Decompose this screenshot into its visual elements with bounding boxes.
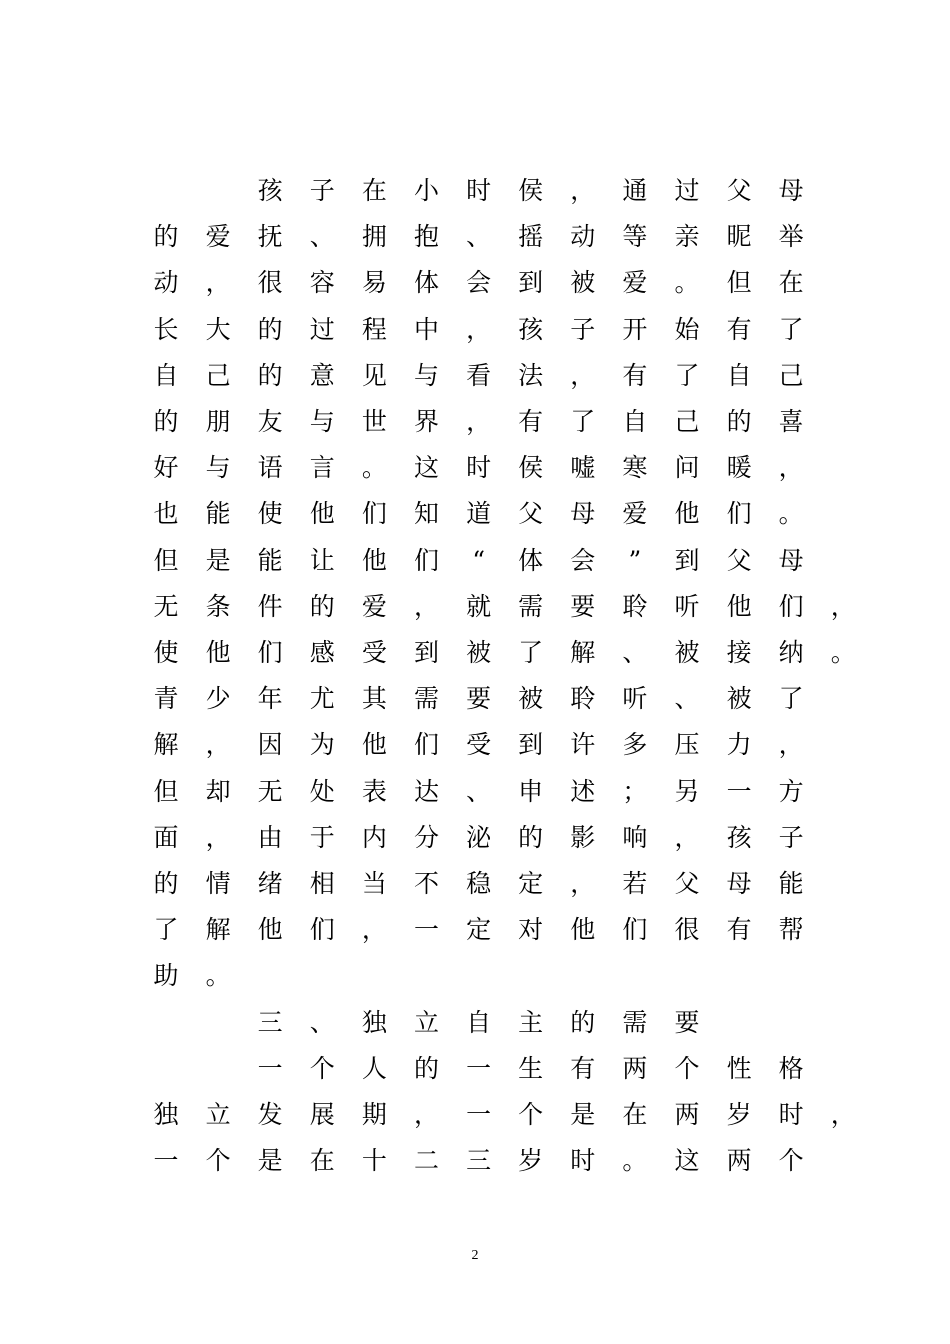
text-character: 亲 — [674, 222, 700, 252]
text-line — [0, 638, 950, 684]
text-line — [0, 1054, 950, 1100]
text-character: 述 — [570, 776, 596, 806]
text-character: 、 — [466, 222, 492, 252]
text-character: 达 — [413, 776, 439, 806]
text-character: 岁 — [726, 1100, 752, 1129]
text-character: ， — [570, 869, 596, 898]
text-character: 子 — [309, 176, 335, 205]
text-character: 。 — [205, 961, 231, 991]
text-character: 通 — [622, 176, 648, 205]
text-character: 一 — [466, 1100, 492, 1129]
text-character: 到 — [413, 638, 439, 667]
text-character: 影 — [570, 822, 596, 852]
text-character: 受 — [361, 638, 387, 667]
text-character: 要 — [466, 684, 492, 714]
text-character: 这 — [413, 453, 439, 483]
text-character: 人 — [361, 1053, 387, 1083]
text-character: 他 — [726, 591, 752, 621]
text-character: 会 — [570, 545, 596, 575]
text-line — [0, 268, 950, 314]
text-character: 昵 — [726, 222, 752, 252]
text-character: 个 — [205, 1146, 231, 1176]
text-line — [0, 684, 950, 730]
text-character: 友 — [257, 407, 283, 436]
text-character: 聆 — [622, 591, 648, 621]
text-character: 摇 — [518, 222, 544, 252]
text-character: ； — [622, 776, 648, 806]
text-character: 体 — [518, 545, 544, 575]
text-character: 自 — [153, 360, 179, 390]
text-character: 两 — [622, 1053, 648, 1083]
text-character: 两 — [726, 1146, 752, 1176]
text-character: 子 — [778, 822, 804, 852]
text-character: 另 — [674, 776, 700, 806]
text-character: 的 — [413, 1053, 439, 1083]
text-character: 的 — [153, 869, 179, 898]
text-character: 处 — [309, 776, 335, 806]
text-line — [0, 176, 950, 222]
text-character: 的 — [570, 1007, 596, 1037]
text-character: 有 — [726, 314, 752, 344]
text-character: 母 — [726, 869, 752, 898]
text-character: 有 — [518, 407, 544, 436]
text-character: 很 — [674, 915, 700, 945]
text-character: 们 — [726, 499, 752, 529]
text-character: 们 — [622, 915, 648, 945]
text-character: 被 — [726, 684, 752, 714]
text-character: 对 — [518, 915, 544, 945]
text-character: 父 — [726, 545, 752, 575]
text-character: 当 — [361, 869, 387, 898]
text-line — [0, 453, 950, 499]
text-character: 了 — [153, 915, 179, 945]
text-character: 无 — [153, 591, 179, 621]
text-character: 许 — [570, 730, 596, 760]
text-character: 被 — [518, 684, 544, 714]
text-character: 们 — [257, 638, 283, 667]
text-character: 内 — [361, 822, 387, 852]
text-character: ， — [205, 730, 231, 760]
text-character: 也 — [153, 499, 179, 529]
text-character: ， — [570, 176, 596, 205]
text-character: 有 — [622, 360, 648, 390]
text-character: ” — [628, 545, 642, 575]
text-character: 要 — [570, 591, 596, 621]
text-character: 孩 — [518, 314, 544, 344]
text-character: 因 — [257, 730, 283, 760]
text-character: 少 — [205, 684, 231, 714]
text-character: 就 — [466, 591, 492, 621]
text-character: 动 — [153, 268, 179, 298]
text-character: 于 — [309, 822, 335, 852]
text-character: 岁 — [518, 1146, 544, 1176]
text-character: 侯 — [518, 176, 544, 205]
text-line — [0, 315, 950, 361]
text-character: 好 — [153, 453, 179, 483]
text-character: 时 — [466, 176, 492, 205]
text-character: 使 — [153, 638, 179, 667]
text-character: 但 — [726, 268, 752, 298]
text-character: 解 — [153, 730, 179, 760]
text-character: 他 — [257, 915, 283, 945]
text-character: 到 — [674, 545, 700, 575]
text-character: 接 — [726, 638, 752, 667]
text-character: 自 — [466, 1007, 492, 1037]
text-character: 力 — [726, 730, 752, 760]
text-character: 在 — [361, 176, 387, 205]
text-line — [0, 361, 950, 407]
text-character: ， — [570, 360, 596, 390]
text-character: 帮 — [778, 915, 804, 945]
text-character: 爱 — [622, 268, 648, 298]
text-character: 绪 — [257, 869, 283, 898]
text-character: 程 — [361, 314, 387, 344]
text-character: 法 — [518, 360, 544, 390]
text-character: 朋 — [205, 407, 231, 436]
text-character: 长 — [153, 314, 179, 344]
text-character: 。 — [778, 499, 804, 529]
text-character: 与 — [205, 453, 231, 483]
text-character: 无 — [257, 776, 283, 806]
text-character: 被 — [466, 638, 492, 667]
text-character: 己 — [778, 360, 804, 390]
text-character: ， — [361, 915, 387, 945]
text-character: 自 — [726, 360, 752, 390]
text-character: 知 — [413, 499, 439, 529]
text-character: 界 — [413, 407, 439, 436]
text-character: 定 — [466, 915, 492, 945]
text-character: 压 — [674, 730, 700, 760]
text-character: 感 — [309, 638, 335, 667]
text-character: 过 — [674, 176, 700, 205]
text-character: 意 — [309, 360, 335, 390]
text-character: 孩 — [726, 822, 752, 852]
text-character: 很 — [257, 268, 283, 298]
text-character: ， — [830, 591, 856, 621]
text-line — [0, 961, 950, 1007]
text-character: 在 — [622, 1100, 648, 1129]
text-character: 的 — [257, 314, 283, 344]
text-character: 小 — [413, 176, 439, 205]
text-character: 解 — [205, 915, 231, 945]
text-character: 母 — [778, 176, 804, 205]
text-character: 母 — [570, 499, 596, 529]
text-character: 拥 — [361, 222, 387, 252]
text-line — [0, 730, 950, 776]
text-character: 二 — [413, 1146, 439, 1176]
text-character: ， — [413, 591, 439, 621]
text-line — [0, 222, 950, 268]
text-line — [0, 1008, 950, 1054]
text-character: 申 — [518, 776, 544, 806]
text-character: 在 — [309, 1146, 335, 1176]
text-character: 爱 — [622, 499, 648, 529]
text-character: 格 — [778, 1053, 804, 1083]
text-character: 听 — [674, 591, 700, 621]
text-character: 。 — [622, 1146, 648, 1176]
text-character: 他 — [361, 545, 387, 575]
text-character: 一 — [257, 1053, 283, 1083]
text-line — [0, 823, 950, 869]
text-character: 一 — [413, 915, 439, 945]
text-character: 他 — [570, 915, 596, 945]
text-character: 十 — [361, 1146, 387, 1176]
text-character: 三 — [466, 1146, 492, 1176]
text-character: 爱 — [205, 222, 231, 252]
text-character: 独 — [361, 1007, 387, 1037]
text-character: 到 — [518, 268, 544, 298]
text-character: 聆 — [570, 684, 596, 714]
text-character: 表 — [361, 776, 387, 806]
text-character: 条 — [205, 591, 231, 621]
text-character: 道 — [466, 499, 492, 529]
text-character: 与 — [309, 407, 335, 436]
text-character: 件 — [257, 591, 283, 621]
text-character: 是 — [205, 545, 231, 575]
text-character: 世 — [361, 407, 387, 436]
text-character: 寒 — [622, 453, 648, 483]
text-character: 让 — [309, 545, 335, 575]
text-character: 要 — [674, 1007, 700, 1037]
text-character: 在 — [778, 268, 804, 298]
text-character: 的 — [153, 222, 179, 252]
text-character: 母 — [778, 545, 804, 575]
text-character: 时 — [466, 453, 492, 483]
text-character: 响 — [622, 822, 648, 852]
text-character: 言 — [309, 453, 335, 483]
text-character: 一 — [726, 776, 752, 806]
text-character: 侯 — [518, 453, 544, 483]
text-character: 他 — [674, 499, 700, 529]
text-character: ， — [413, 1100, 439, 1129]
text-character: 生 — [518, 1053, 544, 1083]
text-character: 独 — [153, 1100, 179, 1129]
text-character: 中 — [413, 314, 439, 344]
text-character: 助 — [153, 961, 179, 991]
text-character: “ — [472, 545, 485, 575]
text-character: 但 — [153, 545, 179, 575]
text-character: 们 — [361, 499, 387, 529]
text-line — [0, 1100, 950, 1146]
text-character: 了 — [778, 314, 804, 344]
text-character: 立 — [205, 1100, 231, 1129]
text-line — [0, 915, 950, 961]
text-character: 被 — [570, 268, 596, 298]
text-line — [0, 499, 950, 545]
text-character: 展 — [309, 1100, 335, 1129]
text-character: 解 — [570, 638, 596, 667]
text-character: 泌 — [466, 822, 492, 852]
text-character: 大 — [205, 314, 231, 344]
text-character: 他 — [361, 730, 387, 760]
text-character: 容 — [309, 268, 335, 298]
text-character: 分 — [413, 822, 439, 852]
text-character: ， — [466, 407, 492, 436]
text-character: 过 — [309, 314, 335, 344]
text-character: 受 — [466, 730, 492, 760]
text-character: 立 — [413, 1007, 439, 1037]
text-character: 了 — [674, 360, 700, 390]
text-character: 、 — [309, 1007, 335, 1037]
text-character: ， — [830, 1100, 856, 1129]
text-character: 与 — [413, 360, 439, 390]
text-character: 。 — [830, 638, 856, 667]
text-character: 暖 — [726, 453, 752, 483]
text-character: 能 — [778, 869, 804, 898]
text-character: 定 — [518, 869, 544, 898]
text-character: 喜 — [778, 407, 804, 436]
text-character: 举 — [778, 222, 804, 252]
text-character: 个 — [674, 1053, 700, 1083]
text-character: ， — [466, 314, 492, 344]
text-character: 被 — [674, 638, 700, 667]
text-character: 爱 — [361, 591, 387, 621]
text-character: 时 — [570, 1146, 596, 1176]
text-character: 有 — [726, 915, 752, 945]
text-character: 。 — [674, 268, 700, 298]
text-character: ， — [778, 453, 804, 483]
text-character: 、 — [309, 222, 335, 252]
text-character: 等 — [622, 222, 648, 252]
text-character: 相 — [309, 869, 335, 898]
text-character: 父 — [518, 499, 544, 529]
text-character: 能 — [205, 499, 231, 529]
text-character: 性 — [726, 1053, 752, 1083]
text-character: ， — [674, 822, 700, 852]
text-character: 们 — [309, 915, 335, 945]
text-line — [0, 869, 950, 915]
text-character: 、 — [622, 638, 648, 667]
text-character: 子 — [570, 314, 596, 344]
text-character: 们 — [413, 730, 439, 760]
text-character: 这 — [674, 1146, 700, 1176]
text-character: 情 — [205, 869, 231, 898]
text-character: 自 — [622, 407, 648, 436]
text-character: 易 — [361, 268, 387, 298]
text-character: 开 — [622, 314, 648, 344]
text-character: 己 — [674, 407, 700, 436]
text-character: 是 — [570, 1100, 596, 1129]
text-character: 年 — [257, 684, 283, 714]
text-character: 见 — [361, 360, 387, 390]
text-character: 动 — [570, 222, 596, 252]
text-character: 个 — [778, 1146, 804, 1176]
text-character: 使 — [257, 499, 283, 529]
text-character: 了 — [570, 407, 596, 436]
text-character: 需 — [518, 591, 544, 621]
text-character: 始 — [674, 314, 700, 344]
text-character: 己 — [205, 360, 231, 390]
text-character: 为 — [309, 730, 335, 760]
text-line — [0, 407, 950, 453]
text-character: 是 — [257, 1146, 283, 1176]
text-character: 父 — [674, 869, 700, 898]
text-character: 青 — [153, 684, 179, 714]
text-character: 的 — [518, 822, 544, 852]
text-character: 发 — [257, 1100, 283, 1129]
text-character: 听 — [622, 684, 648, 714]
text-character: 其 — [361, 684, 387, 714]
text-character: ， — [205, 822, 231, 852]
text-character: 了 — [518, 638, 544, 667]
text-character: 、 — [674, 684, 700, 714]
text-character: 纳 — [778, 638, 804, 667]
text-character: 尤 — [309, 684, 335, 714]
text-character: 他 — [205, 638, 231, 667]
text-character: 的 — [309, 591, 335, 621]
text-character: 能 — [257, 545, 283, 575]
text-line — [0, 546, 950, 592]
text-character: 稳 — [466, 869, 492, 898]
text-character: 个 — [309, 1053, 335, 1083]
text-line — [0, 777, 950, 823]
text-character: 看 — [466, 360, 492, 390]
text-character: 的 — [257, 360, 283, 390]
text-character: ， — [778, 730, 804, 760]
text-character: 有 — [570, 1053, 596, 1083]
text-character: 方 — [778, 776, 804, 806]
text-character: 会 — [466, 268, 492, 298]
text-character: 父 — [726, 176, 752, 205]
text-character: 体 — [413, 268, 439, 298]
text-character: 了 — [778, 684, 804, 714]
text-character: 他 — [309, 499, 335, 529]
text-character: 。 — [361, 453, 387, 483]
text-character: 嘘 — [570, 453, 596, 483]
text-character: 孩 — [257, 176, 283, 205]
text-line — [0, 592, 950, 638]
text-character: 多 — [622, 730, 648, 760]
text-character: 却 — [205, 776, 231, 806]
text-character: 由 — [257, 822, 283, 852]
text-character: 一 — [466, 1053, 492, 1083]
text-character: 的 — [726, 407, 752, 436]
text-character: 面 — [153, 822, 179, 852]
text-character: 需 — [413, 684, 439, 714]
text-character: 问 — [674, 453, 700, 483]
text-character: 语 — [257, 453, 283, 483]
text-character: 们 — [413, 545, 439, 575]
text-character: 需 — [622, 1007, 648, 1037]
page-number: 2 — [471, 1248, 479, 1263]
text-character: 到 — [518, 730, 544, 760]
text-character: ， — [205, 268, 231, 298]
text-character: 一 — [153, 1146, 179, 1176]
text-character: 的 — [153, 407, 179, 436]
text-character: 期 — [361, 1100, 387, 1129]
text-character: 们 — [778, 591, 804, 621]
text-character: 两 — [674, 1100, 700, 1129]
text-character: 抚 — [257, 222, 283, 252]
text-character: 主 — [518, 1007, 544, 1037]
text-line — [0, 1146, 950, 1192]
text-character: 个 — [518, 1100, 544, 1129]
text-character: 抱 — [413, 222, 439, 252]
text-character: 若 — [622, 869, 648, 898]
text-character: 、 — [466, 776, 492, 806]
text-character: 不 — [413, 869, 439, 898]
text-character: 三 — [257, 1007, 283, 1037]
text-character: 但 — [153, 776, 179, 806]
text-character: 时 — [778, 1100, 804, 1129]
